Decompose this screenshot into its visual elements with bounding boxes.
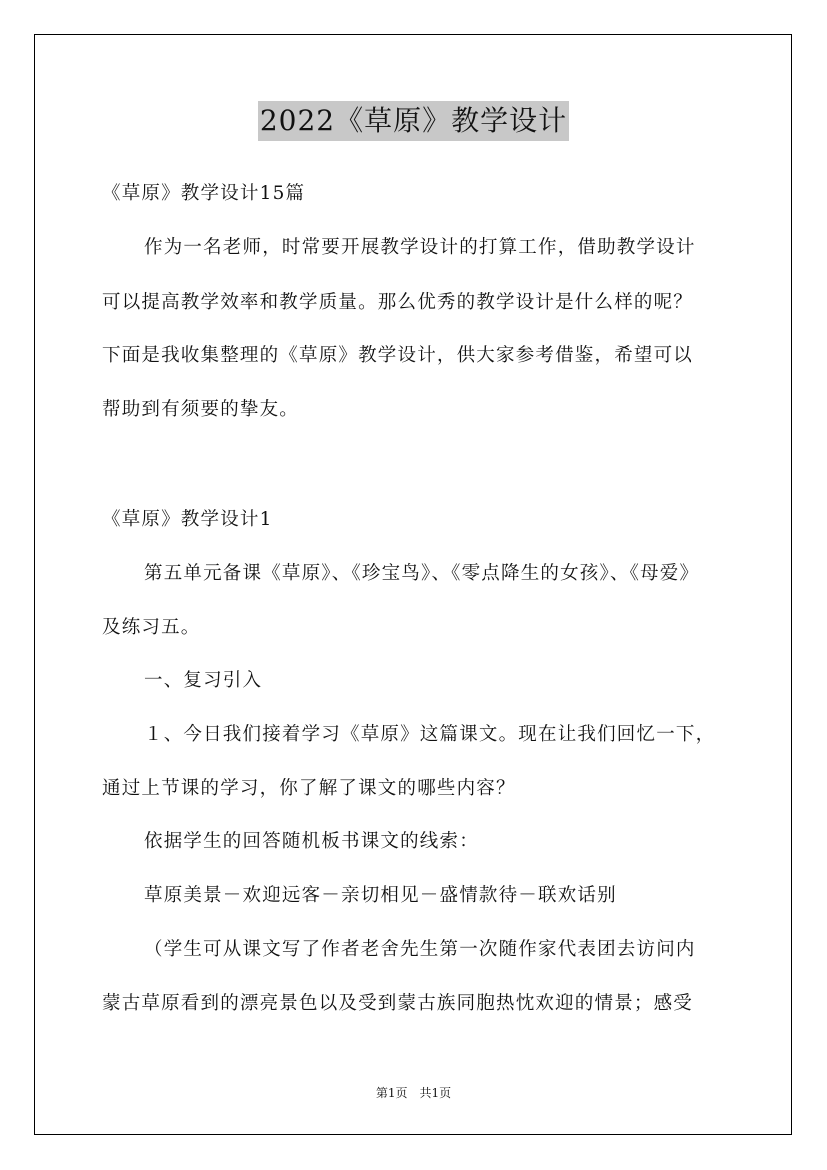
subtitle: 《草原》教学设计15篇: [102, 183, 306, 204]
intro-line-4: 帮助到有须要的挚友。: [102, 399, 300, 420]
body-line-5: 通过上节课的学习，你了解了课文的哪些内容？: [102, 778, 516, 799]
intro-line-2: 可以提高教学效率和教学质量。那么优秀的教学设计是什么样的呢？: [102, 292, 694, 313]
body-line-1: 第五单元备课《草原》、《珍宝鸟》、《零点降生的女孩》、《母爱》: [144, 563, 700, 584]
intro-line-3: 下面是我收集整理的《草原》教学设计，供大家参考借鉴，希望可以: [102, 345, 694, 366]
section-heading: 《草原》教学设计1: [102, 509, 273, 530]
body-line-6: 依据学生的回答随机板书课文的线索：: [144, 831, 479, 852]
body-line-3: 一、复习引入: [144, 670, 263, 691]
intro-line-1: 作为一名老师，时常要开展教学设计的打算工作，借助教学设计: [144, 237, 696, 258]
body-line-7: 草原美景－欢迎远客－亲切相见－盛情款待－联欢话别: [144, 885, 617, 906]
page-footer: 第1页 共1页: [375, 1086, 452, 1100]
body-line-8: （学生可从课文写了作者老舍先生第一次随作家代表团去访问内: [144, 939, 696, 960]
body-line-9: 蒙古草原看到的漂亮景色以及受到蒙古族同胞热忱欢迎的情景；感受: [102, 993, 694, 1014]
body-line-4: １、今日我们接着学习《草原》这篇课文。现在让我们回忆一下，: [144, 724, 716, 745]
document-title: 2022《草原》教学设计: [258, 101, 569, 141]
title-wrap: [0, 101, 827, 141]
body-line-2: 及练习五。: [102, 617, 201, 638]
